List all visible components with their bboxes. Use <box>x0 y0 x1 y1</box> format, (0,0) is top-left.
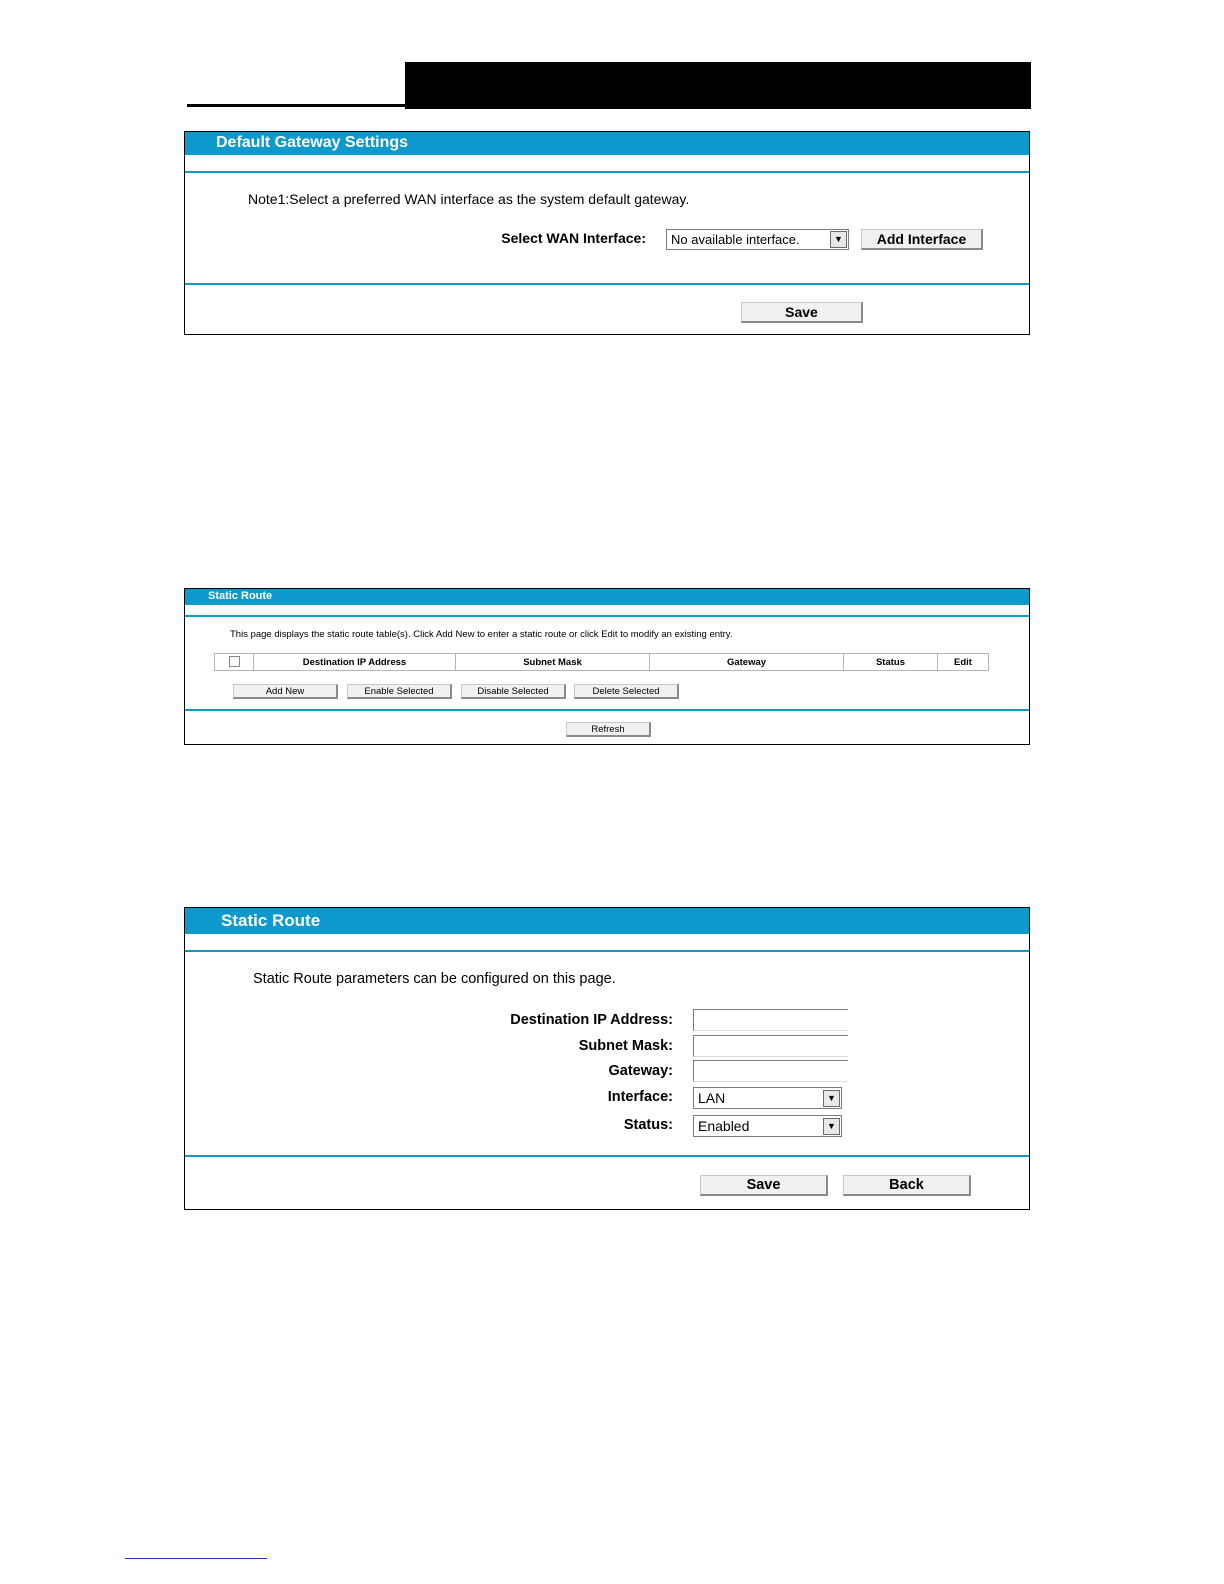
route-table-description: This page displays the static route table(s). Click Add New to enter a static route or click Edit to modify an existing entry. <box>230 629 733 640</box>
back-button[interactable]: Back <box>843 1175 971 1196</box>
col-status: Status <box>844 654 938 671</box>
panel-divider <box>185 615 1029 617</box>
page-header-bar <box>405 62 1031 109</box>
footer-link-underline <box>125 1558 267 1559</box>
chevron-down-icon[interactable]: ▼ <box>830 231 847 248</box>
wan-interface-label: Select WAN Interface: <box>501 230 646 246</box>
chevron-down-icon[interactable]: ▼ <box>823 1090 840 1107</box>
static-route-form-panel <box>184 907 1030 1210</box>
col-destination-ip: Destination IP Address <box>254 654 456 671</box>
col-subnet-mask: Subnet Mask <box>456 654 650 671</box>
form-description: Static Route parameters can be configured on this page. <box>253 971 616 987</box>
subnet-mask-label: Subnet Mask: <box>578 1038 673 1054</box>
panel-divider <box>185 709 1029 711</box>
page-header-rule <box>187 104 407 107</box>
save-button[interactable]: Save <box>700 1175 828 1196</box>
interface-label: Interface: <box>607 1089 673 1105</box>
table-header-row <box>215 654 989 671</box>
panel-title: Static Route <box>185 589 1029 605</box>
static-route-list-panel <box>184 588 1030 745</box>
col-edit: Edit <box>938 654 989 671</box>
panel-divider <box>185 950 1029 952</box>
select-all-cell <box>215 654 254 671</box>
dest-ip-label: Destination IP Address: <box>510 1012 673 1028</box>
delete-selected-button[interactable]: Delete Selected <box>574 684 679 699</box>
add-interface-button[interactable]: Add Interface <box>861 229 983 250</box>
disable-selected-button[interactable]: Disable Selected <box>461 684 566 699</box>
status-value: Enabled <box>698 1118 750 1134</box>
gateway-label: Gateway: <box>608 1063 673 1079</box>
add-new-button[interactable]: Add New <box>233 684 338 699</box>
enable-selected-button[interactable]: Enable Selected <box>347 684 452 699</box>
save-button[interactable]: Save <box>741 302 863 323</box>
panel-divider <box>185 283 1029 285</box>
panel-divider <box>185 1155 1029 1157</box>
interface-value: LAN <box>698 1090 726 1106</box>
panel-title: Static Route <box>185 908 1029 934</box>
gateway-input[interactable] <box>693 1060 848 1082</box>
chevron-down-icon[interactable]: ▼ <box>823 1118 840 1135</box>
panel-title: Default Gateway Settings <box>185 132 1029 155</box>
wan-interface-value: No available interface. <box>671 232 800 247</box>
select-all-checkbox[interactable] <box>229 656 240 667</box>
status-label: Status: <box>623 1117 673 1133</box>
static-route-table <box>214 653 989 671</box>
panel-divider <box>185 171 1029 173</box>
default-gateway-panel <box>184 131 1030 335</box>
note-text: Note1:Select a preferred WAN interface as the system default gateway. <box>248 191 690 207</box>
interface-select[interactable] <box>693 1087 842 1109</box>
wan-interface-select[interactable] <box>666 229 849 250</box>
subnet-mask-input[interactable] <box>693 1035 848 1057</box>
dest-ip-input[interactable] <box>693 1009 848 1031</box>
col-gateway: Gateway <box>650 654 844 671</box>
status-select[interactable] <box>693 1115 842 1137</box>
refresh-button[interactable]: Refresh <box>566 722 651 737</box>
